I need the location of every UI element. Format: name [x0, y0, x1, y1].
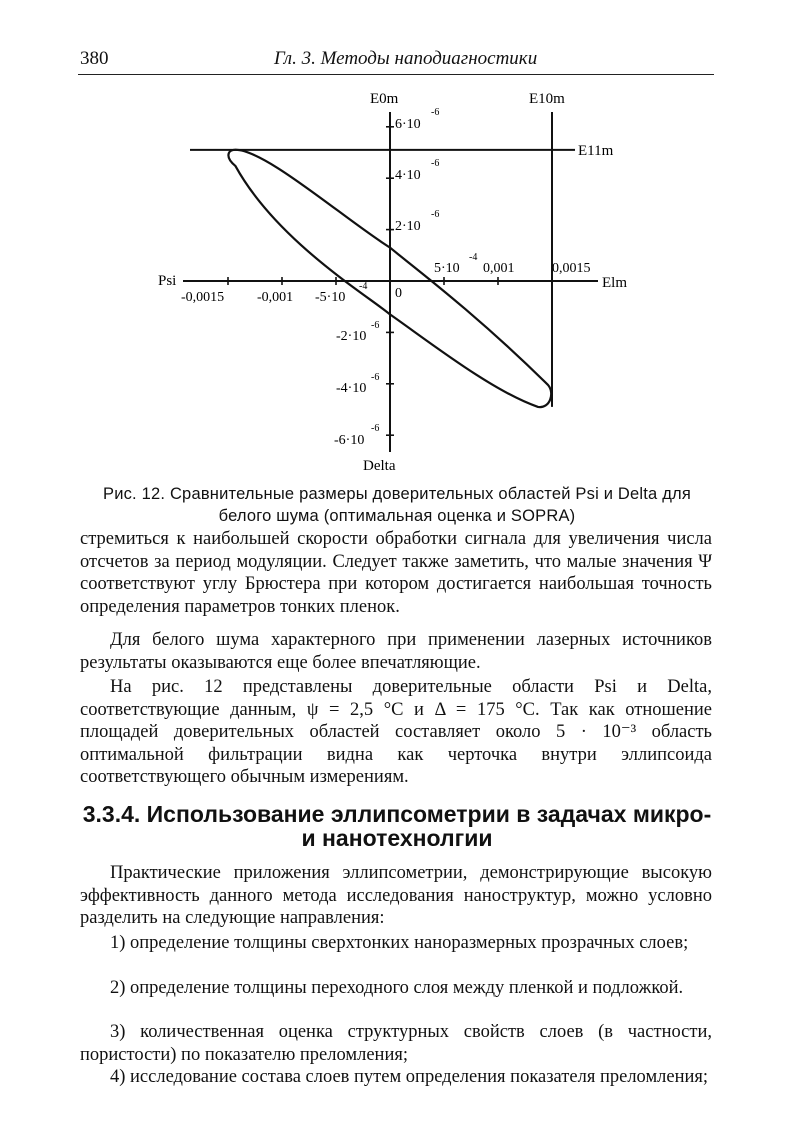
y-tick-label-6e6: 6·10 — [395, 117, 421, 132]
paragraph-3: На рис. 12 представлены доверительные области Psi и Delta, соответствующие данным, ψ = 2,5 °C и Δ = 175 °C. Так как отношение площадей доверительных областей составляет около 5 · 10⁻³ область оптимальной фильтрации видна как черточка внутри эллипсоида соответствующего обычным измерениям. — [80, 677, 712, 787]
y-tick-label-neg4e6: -4·10 — [336, 381, 367, 396]
ellipse-figure — [0, 0, 794, 480]
chapter-title: Гл. 3. Методы наnодиагностики — [274, 48, 538, 69]
line-label-elm: Elm — [602, 275, 627, 291]
y-tick-exp-neg6e6: -6 — [371, 423, 380, 434]
list-item: 3) количественная оценка структурных свойств слоев (в частности, пористости) по показателю преломления; — [80, 1022, 712, 1065]
x-tick-exp-5e4: -4 — [469, 252, 478, 263]
x-tick-label-zero: 0 — [395, 286, 402, 301]
line-label-e0m: E0m — [370, 91, 399, 107]
x-tick-label-001: 0,001 — [483, 261, 515, 276]
y-tick-exp-neg4e6: -6 — [371, 372, 380, 383]
axis-label-delta: Delta — [363, 458, 396, 474]
y-tick-exp-6e6: -6 — [431, 107, 440, 118]
y-tick-label-neg2e6: -2·10 — [336, 329, 367, 344]
axis-label-psi: Psi — [158, 273, 177, 289]
y-tick-exp-2e6: -6 — [431, 209, 440, 220]
y-tick-exp-4e6: -6 — [431, 158, 440, 169]
y-tick-label-neg6e6: -6·10 — [334, 433, 365, 448]
y-tick-label-2e6: 2·10 — [395, 219, 421, 234]
line-label-e11m: E11m — [578, 143, 614, 159]
list-item: 4) исследование состава слоев путем определения показателя преломления; — [110, 1067, 709, 1087]
figure-caption: Рис. 12. Сравнительные размеры доверительных областей Psi и Delta для белого шума (оптимальная оценка и SOPRA) — [102, 485, 692, 525]
x-tick-exp-neg5e4: -4 — [359, 281, 368, 292]
x-tick-label-neg0015: -0,0015 — [181, 290, 225, 305]
page-number: 380 — [80, 48, 109, 69]
paragraph-1: стремиться к наибольшей скорости обработки сигнала для увеличения числа отсчетов за период модуляции. Следует также заметить, что малые значения Ψ соответствуют углу Брюстера при котором достигается наибольшая точность определения параметров тонких пленок. — [80, 529, 712, 617]
list-item: 2) определение толщины переходного слоя между пленкой и подложкой. — [110, 978, 684, 998]
y-tick-label-4e6: 4·10 — [395, 168, 421, 183]
x-tick-label-neg5e4: -5·10 — [315, 290, 346, 305]
x-tick-label-neg001: -0,001 — [257, 290, 294, 305]
paragraph-2: Для белого шума характерного при применении лазерных источников результаты оказываются еще более впечатляющие. — [80, 630, 712, 673]
x-tick-label-5e4: 5·10 — [434, 261, 460, 276]
chart-lines — [183, 112, 598, 452]
y-tick-exp-neg2e6: -6 — [371, 320, 380, 331]
x-tick-label-0015: 0,0015 — [552, 261, 591, 276]
section-intro: Практические приложения эллипсометрии, демонстрирующие высокую эффективность данного метода исследования наноструктур, можно условно разделить на следующие направления: — [80, 863, 712, 928]
section-heading: 3.3.4. Использование эллипсометрии в задачах микро- и нанотехнолгии — [82, 801, 712, 851]
line-label-e10m: E10m — [529, 91, 565, 107]
list-item: 1) определение толщины сверхтонких наноразмерных прозрачных слоев; — [110, 933, 689, 953]
